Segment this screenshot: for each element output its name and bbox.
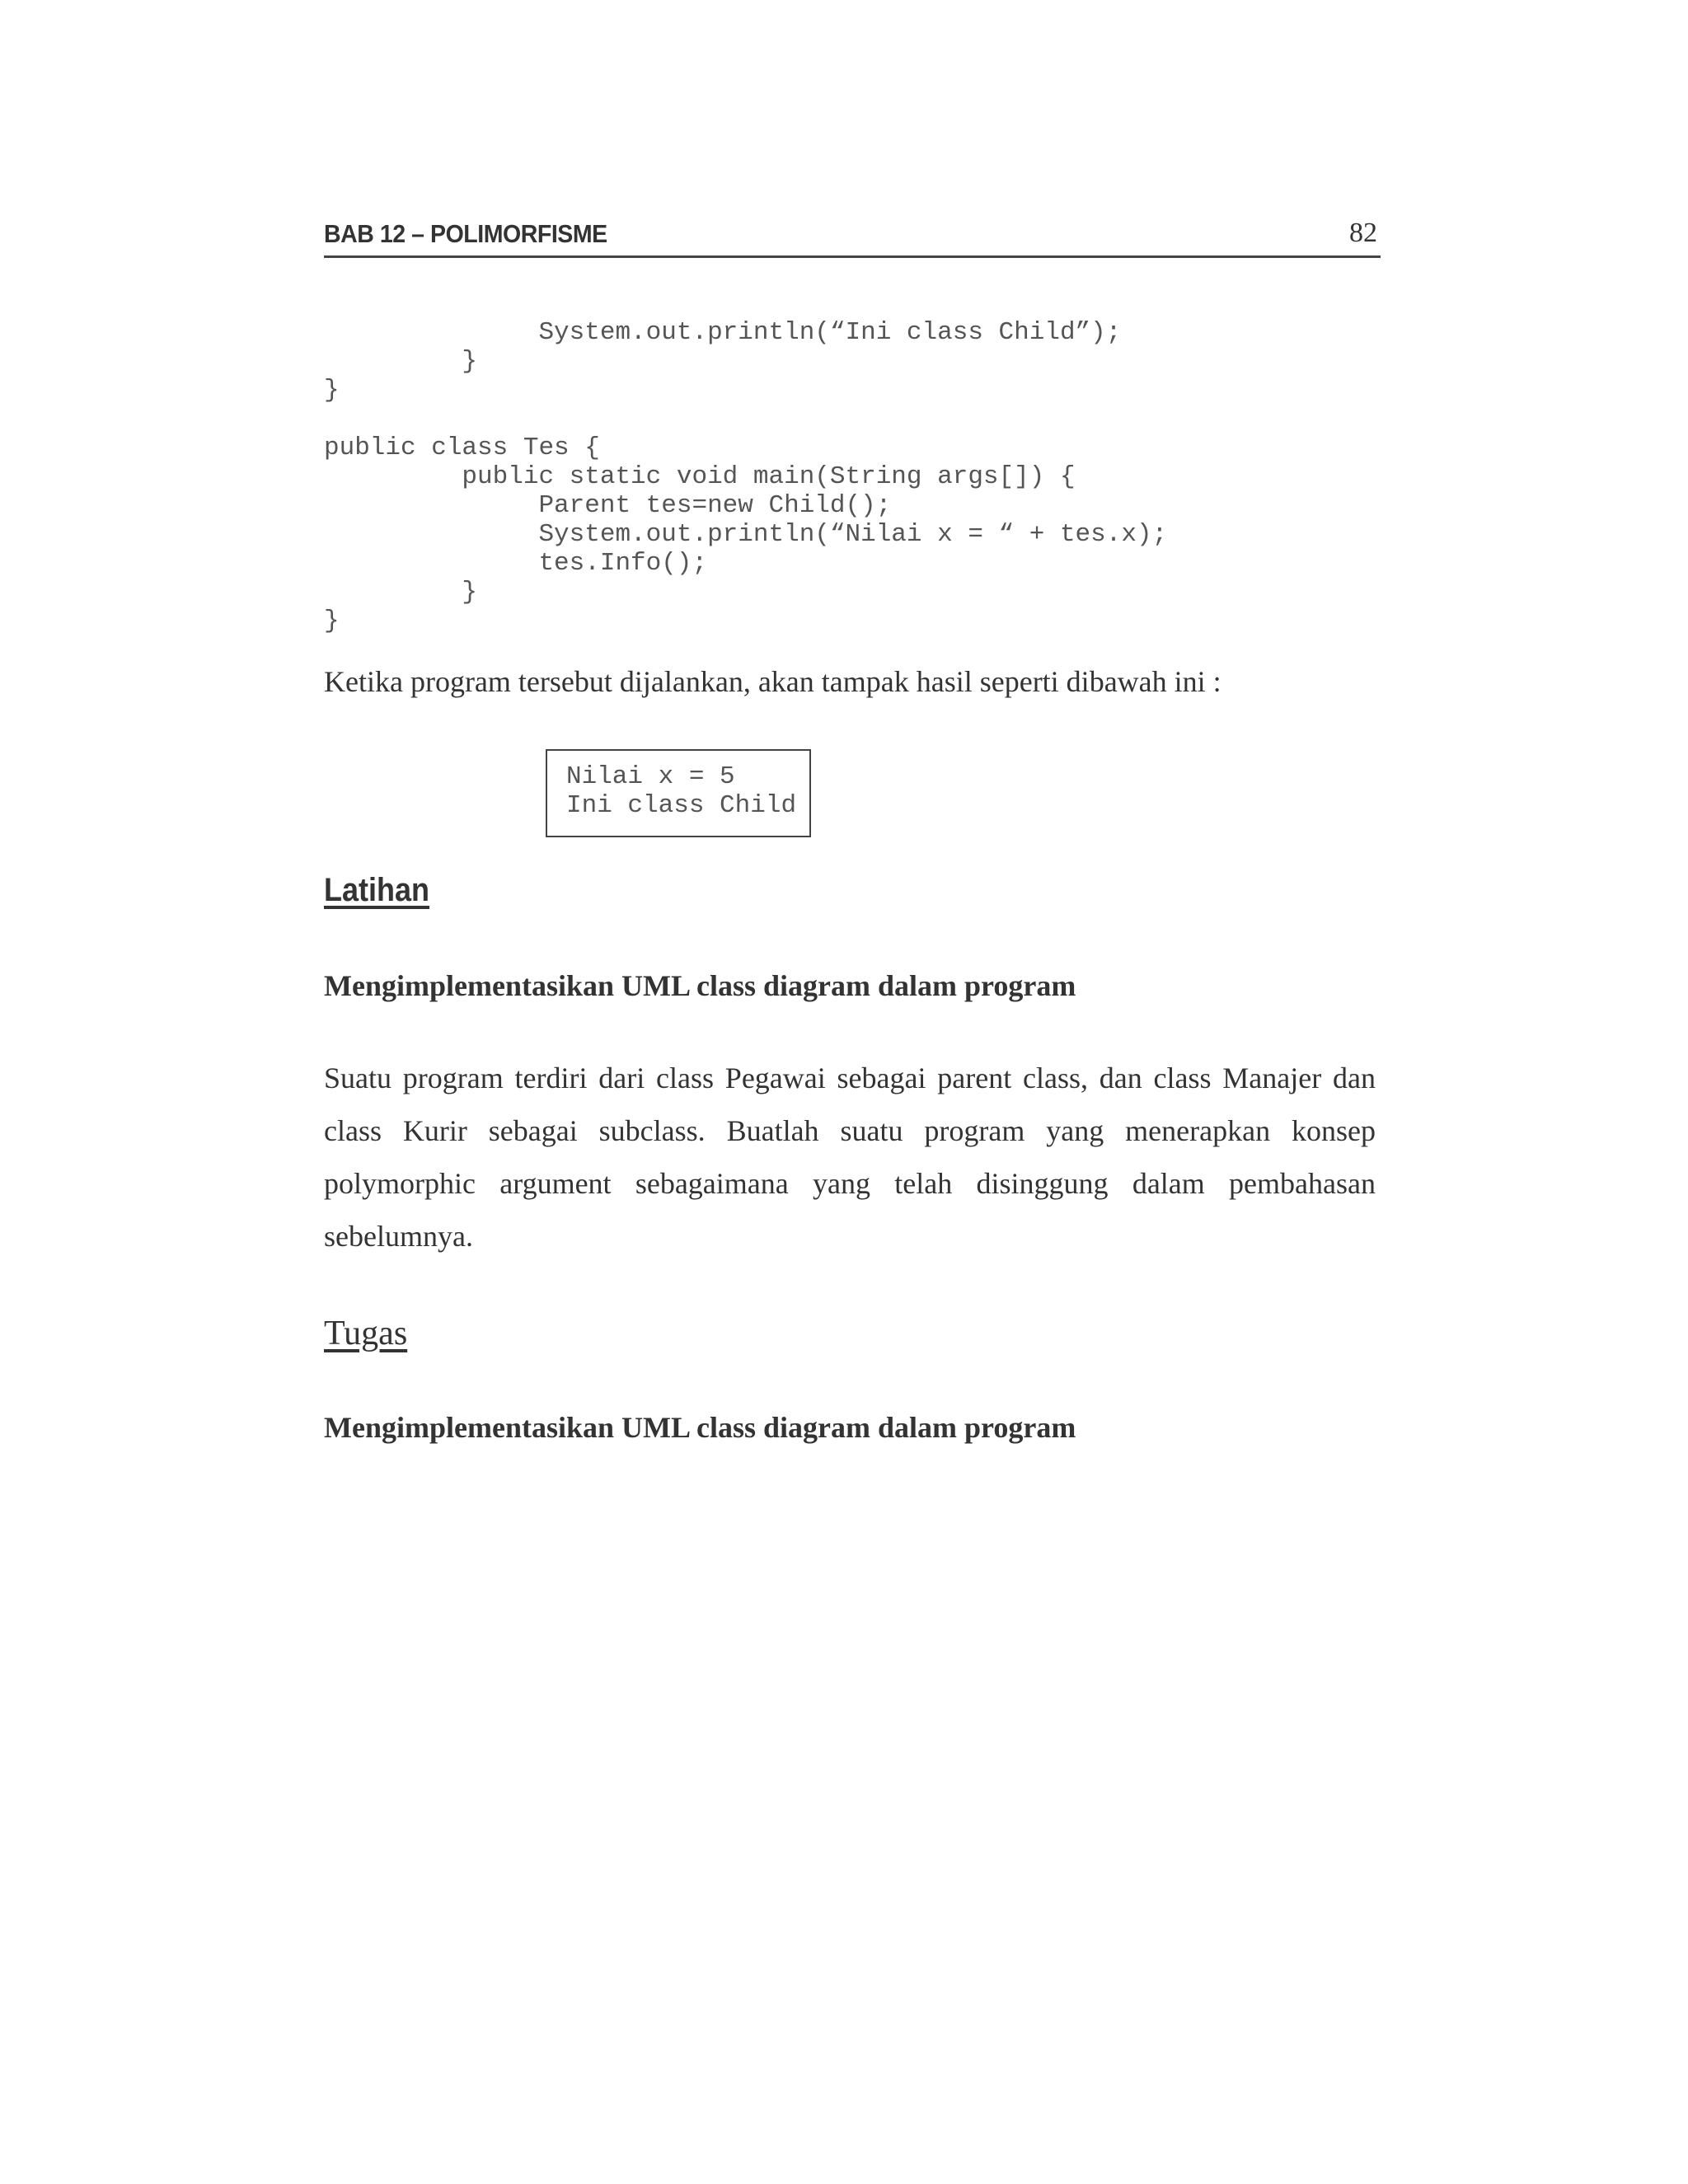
code-line: tes.Info(); bbox=[324, 549, 708, 578]
code-line: } bbox=[324, 607, 340, 635]
code-line: } bbox=[324, 347, 478, 376]
code-line: public static void main(String args[]) { bbox=[324, 462, 1076, 491]
latihan-paragraph: Suatu program terdiri dari class Pegawai sebagai parent class, dan class Manajer dan class Kurir sebagai subclass. Buatlah suatu program yang menerapkan konsep polymorphic argument sebagaimana yang telah disinggung dalam pembahasan sebelumnya. bbox=[324, 1062, 1376, 1253]
latihan-subheading: Mengimplementasikan UML class diagram dalam program bbox=[324, 969, 1076, 1002]
code-line: } bbox=[324, 578, 478, 607]
code-line: } bbox=[324, 376, 340, 405]
page-number: 82 bbox=[1349, 218, 1377, 248]
code-line: System.out.println(“Nilai x = “ + tes.x); bbox=[324, 520, 1168, 549]
page-header bbox=[324, 216, 1381, 258]
output-line: Ini class Child bbox=[566, 791, 797, 820]
program-output-box bbox=[546, 749, 811, 837]
code-listing bbox=[324, 318, 1167, 635]
output-line: Nilai x = 5 bbox=[566, 762, 735, 791]
intro-paragraph: Ketika program tersebut dijalankan, akan tampak hasil seperti dibawah ini : bbox=[324, 665, 1221, 698]
chapter-title: BAB 12 – POLIMORFISME bbox=[324, 219, 607, 248]
code-line: public class Tes { bbox=[324, 434, 600, 462]
code-line: System.out.println(“Ini class Child”); bbox=[324, 318, 1122, 347]
tugas-subheading: Mengimplementasikan UML class diagram dalam program bbox=[324, 1411, 1076, 1444]
latihan-heading: Latihan bbox=[324, 872, 430, 908]
tugas-heading: Tugas bbox=[324, 1315, 408, 1352]
code-line: Parent tes=new Child(); bbox=[324, 491, 892, 520]
